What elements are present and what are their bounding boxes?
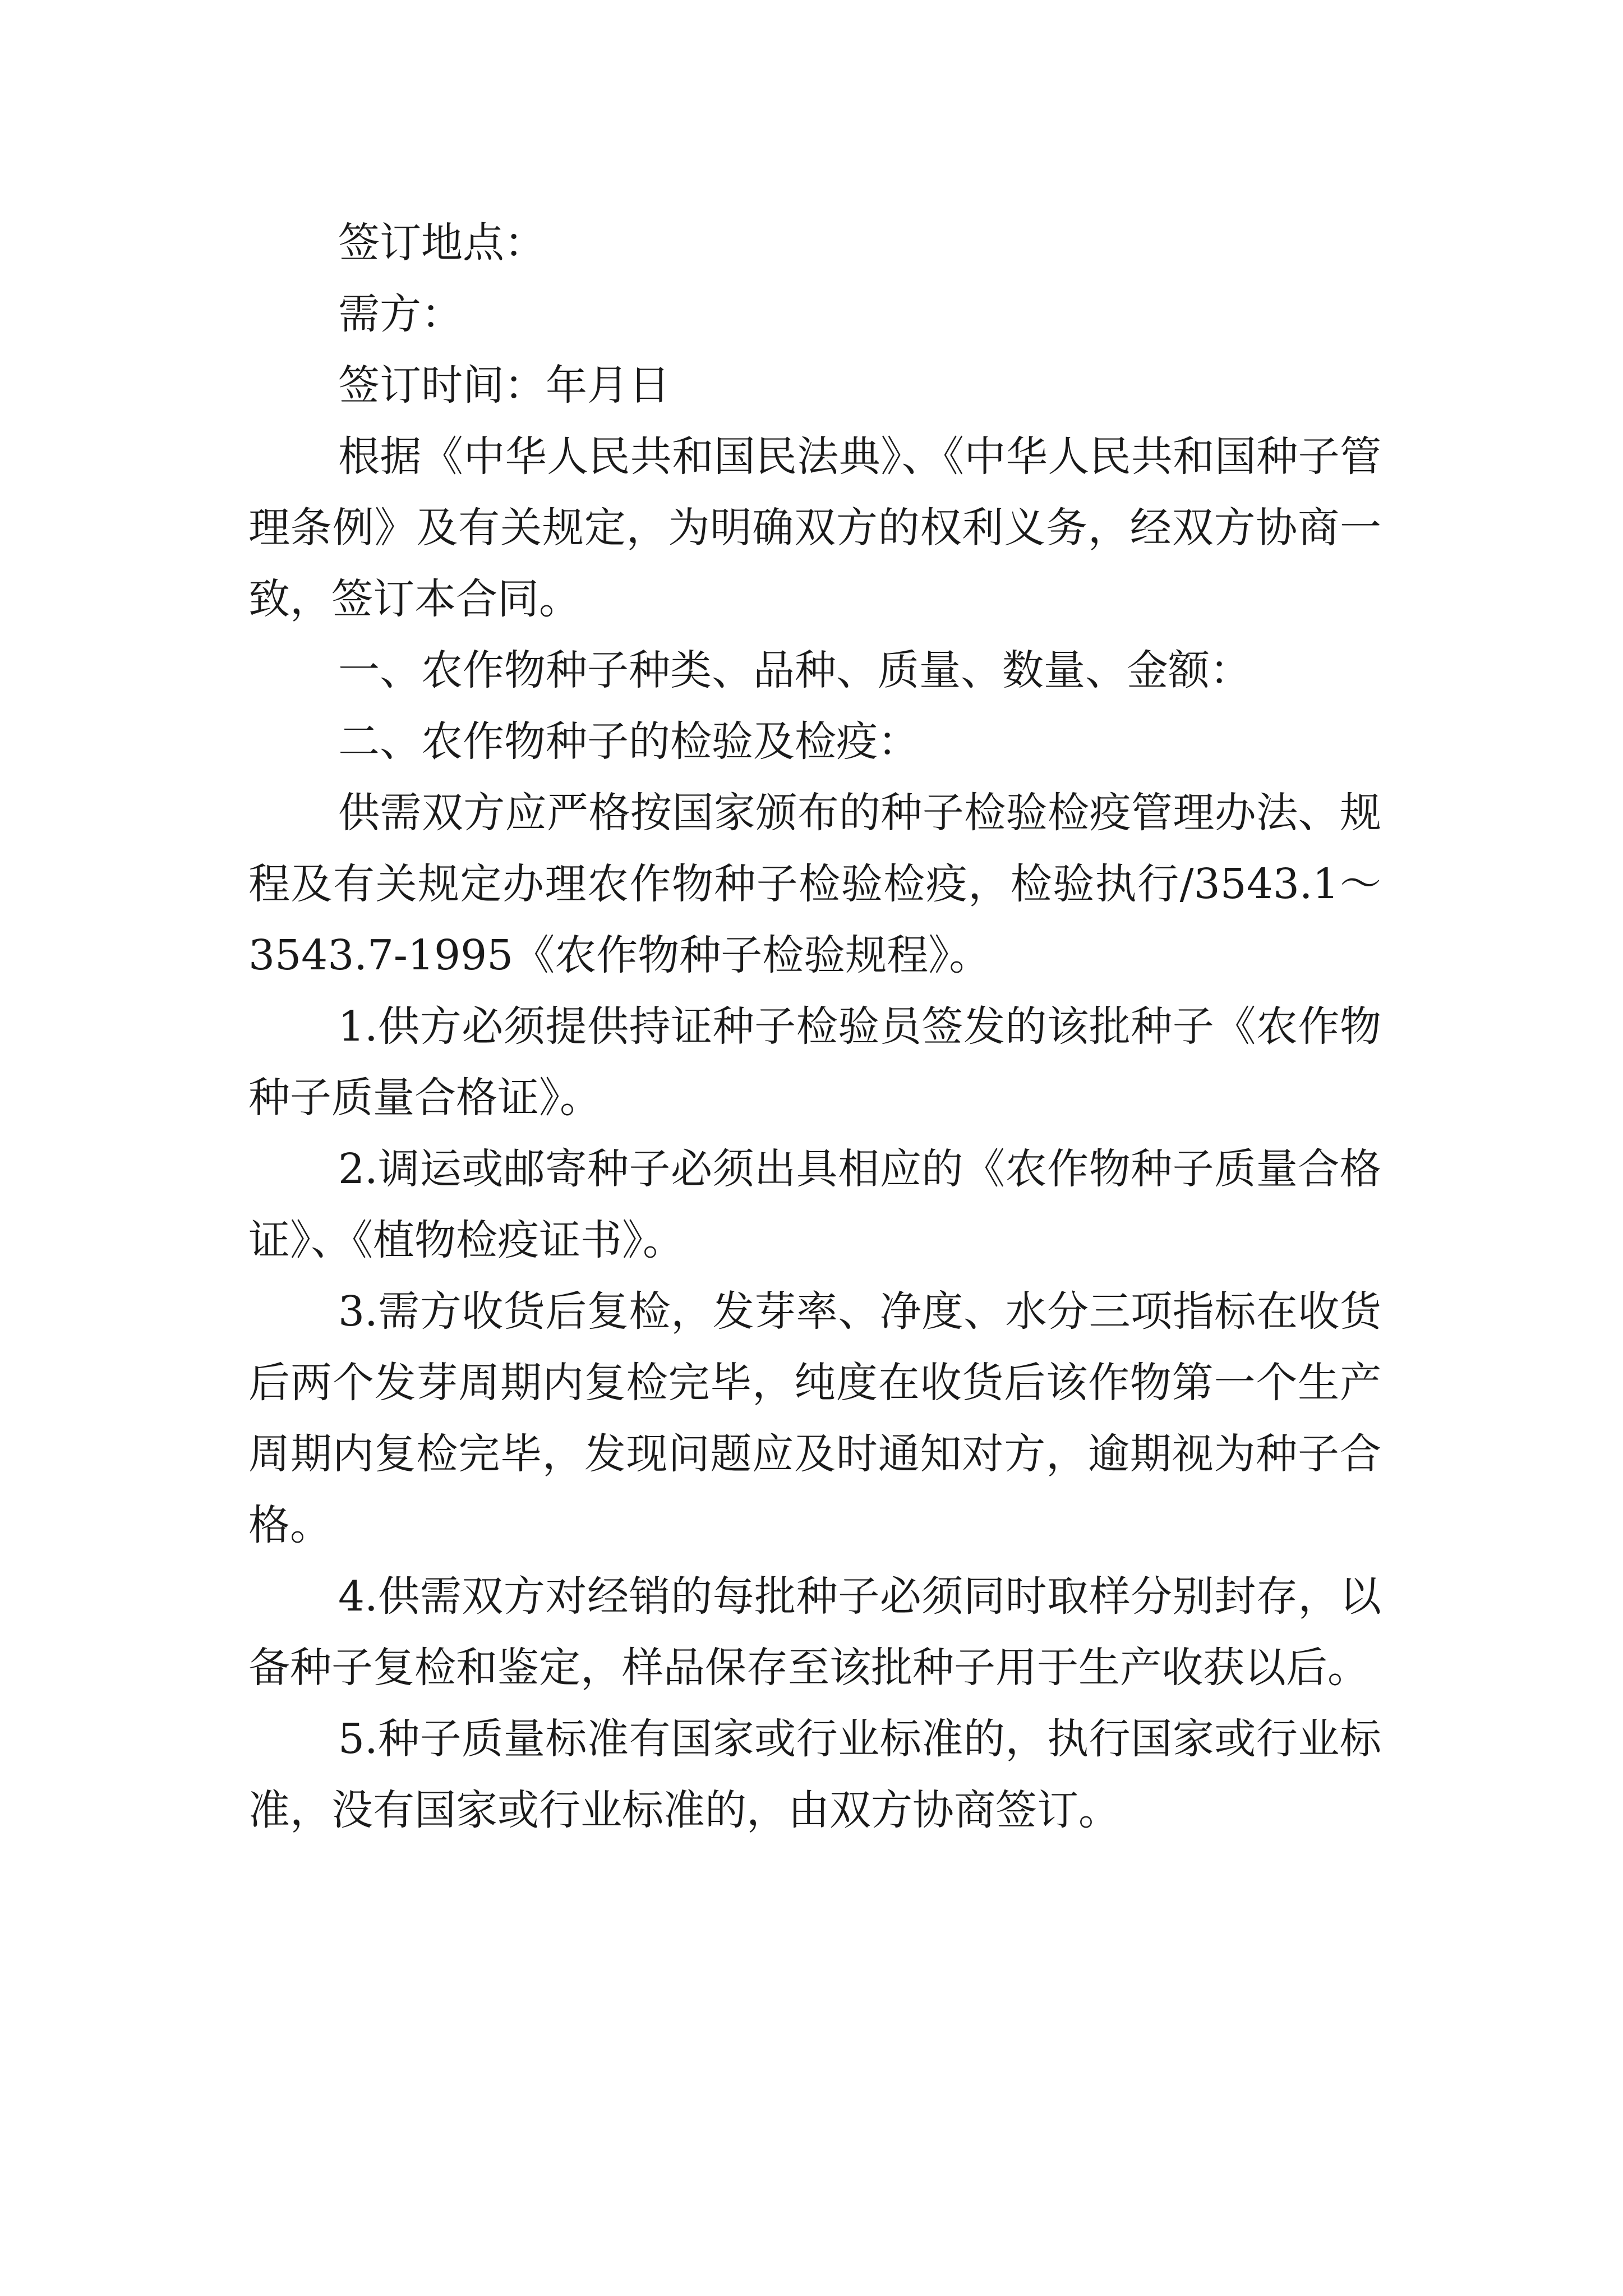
signing-place-line: 签订地点： [338, 219, 546, 267]
section-2-heading: 二、农作物种子的检验及检疫： [338, 717, 919, 766]
section-1-heading: 一、农作物种子种类、品种、质量、数量、金额： [338, 646, 1251, 694]
clause-3: 3.需方收货后复检，发芽率、净度、水分三项指标在收货后两个发芽周期内复检完毕，纯度在收货后该作物第一个生产周期内复检完毕，发现问题应及时通知对方，逾期视为种子合格。 [248, 1287, 1381, 1549]
document-body [248, 208, 1381, 1846]
clause-5: 5.种子质量标准有国家或行业标准的，执行国家或行业标准，没有国家或行业标准的，由双方协商签订。 [248, 1715, 1381, 1834]
clause-4: 4.供需双方对经销的每批种子必须同时取样分别封存，以备种子复检和鉴定，样品保存至该批种子用于生产收获以后。 [248, 1572, 1381, 1692]
buyer-line: 需方： [338, 290, 463, 338]
preamble-paragraph: 根据《中华人民共和国民法典》、《中华人民共和国种子管理条例》及有关规定，为明确双方的权利义务，经双方协商一致，签订本合同。 [248, 432, 1381, 623]
clause-2: 2.调运或邮寄种子必须出具相应的《农作物种子质量合格证》、《植物检疫证书》。 [248, 1145, 1381, 1264]
signing-date-line: 签订时间：年月日 [338, 361, 670, 409]
inspection-paragraph: 供需双方应严格按国家颁布的种子检验检疫管理办法、规程及有关规定办理农作物种子检验检疫，检验执行/3543.1～3543.7-1995《农作物种子检验规程》。 [248, 789, 1381, 979]
clause-1: 1.供方必须提供持证种子检验员签发的该批种子《农作物种子质量合格证》。 [248, 1002, 1381, 1122]
